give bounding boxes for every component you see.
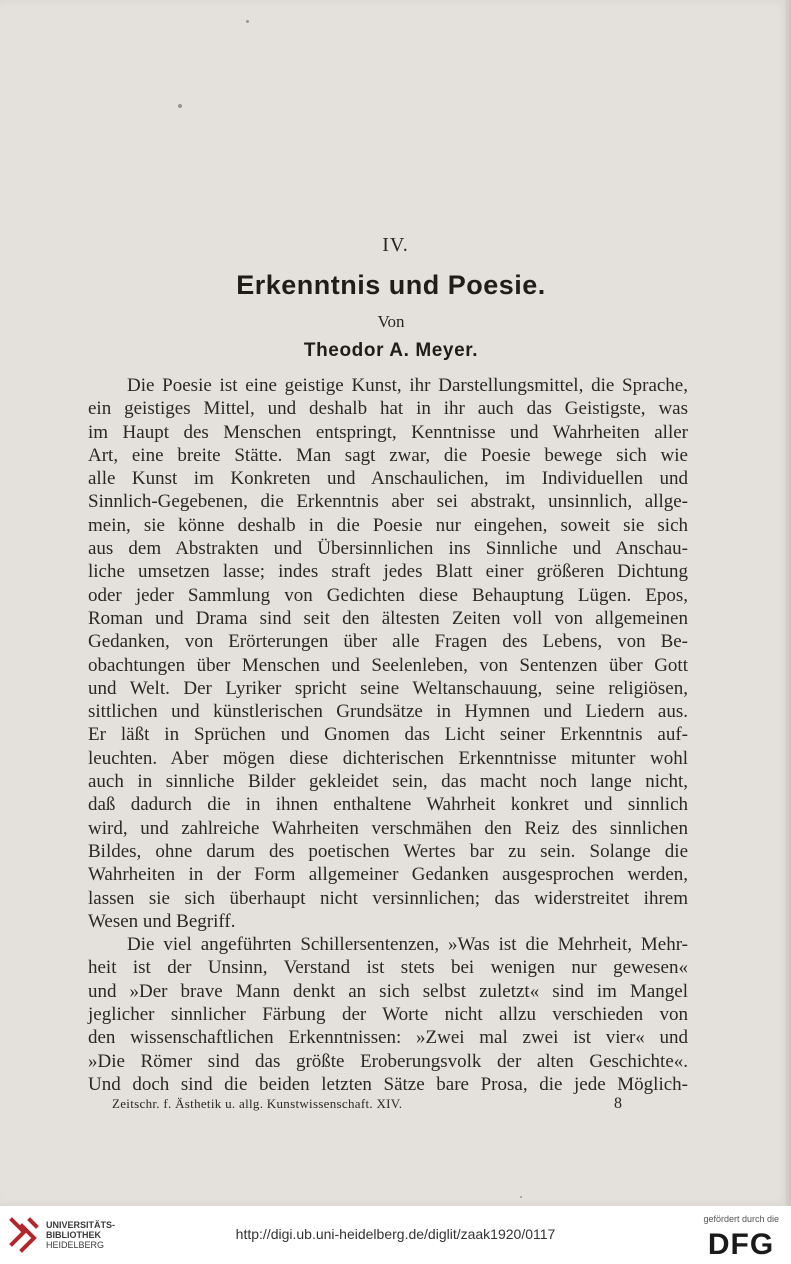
library-name-line2: BIBLIOTHEK (46, 1230, 101, 1240)
text-line: Wesen und Begriff. (88, 910, 236, 932)
text-line: heit ist der Unsinn, Verstand ist stets bei wenigen nur gewesen« (88, 957, 688, 979)
text-line: jeglicher sinnlicher Färbung der Worte nicht allzu verschieden von (88, 1004, 688, 1026)
text-line: den wissenschaftlichen Erkenntnissen: »Zwei mal zwei ist vier« und (88, 1027, 688, 1049)
funded-by-label: gefördert durch die (703, 1214, 779, 1224)
text-line: alle Kunst im Konkreten und Anschaulichen, im Individuellen und (88, 468, 688, 490)
text-line: Die Poesie ist eine geistige Kunst, ihr Darstellungsmittel, die Sprache, (127, 375, 688, 396)
journal-citation: Zeitschr. f. Ästhetik u. allg. Kunstwissenschaft. XIV. (112, 1096, 403, 1111)
byline-prefix: Von (377, 312, 405, 331)
text-line: Roman und Drama sind seit den ältesten Zeiten voll von allgemeinen (88, 607, 688, 629)
text-line: und »Der brave Mann denkt an sich selbst zuletzt« sind im Mangel (88, 980, 688, 1002)
text-line: Sinnlich-Gegebenen, die Erkenntnis aber sei abstrakt, unsinnlich, allge- (88, 491, 688, 513)
text-line: Und doch sind die beiden letzten Sätze bare Prosa, die jede Möglich- (88, 1073, 688, 1095)
text-line: im Haupt des Menschen entspringt, Kenntnisse und Wahrheiten aller (88, 421, 688, 443)
text-line: aus dem Abstrakten und Übersinnlichen ins Sinnliche und Anschau- (88, 538, 688, 560)
text-line: mein, sie könne deshalb in die Poesie nur eingehen, soweit sie sich (88, 514, 688, 536)
text-line: »Die Römer sind das größte Eroberungsvolk der alten Geschichte«. (88, 1050, 688, 1072)
text-line: ein geistiges Mittel, und deshalb hat in ihr auch das Geistigste, was (88, 398, 688, 420)
text-line: wird, und zahlreiche Wahrheiten verschmähen den Reiz des sinnlichen (88, 817, 688, 839)
article-body (88, 374, 688, 1096)
text-line: oder jeder Sammlung von Gedichten diese Behauptung Lügen. Epos, (88, 584, 688, 606)
text-line: Er läßt in Sprüchen und Gnomen das Licht seiner Erkenntnis auf- (88, 724, 688, 746)
text-line: Gedanken, von Erörterungen über alle Fragen des Lebens, von Be- (88, 631, 688, 653)
viewer-footer-bar (0, 1206, 791, 1264)
text-line: auch in sinnliche Bilder gekleidet sein, das macht noch lange nicht, (88, 771, 688, 793)
text-line: Art, eine breite Stätte. Man sagt zwar, die Poesie bewege sich wie (88, 444, 688, 466)
text-line: obachtungen über Menschen und Seelenleben, von Sentenzen über Gott (88, 654, 688, 676)
text-line: und Welt. Der Lyriker spricht seine Weltanschauung, seine religiösen, (88, 677, 688, 699)
text-line: Wahrheiten in der Form allgemeiner Gedanken ausgesprochen werden, (88, 864, 688, 886)
author-name: Theodor A. Meyer. (303, 340, 479, 361)
text-line: Bildes, ohne darum des poetischen Wertes bar zu sein. Solange die (88, 840, 688, 862)
dfg-logo-icon[interactable] (703, 1228, 779, 1258)
text-line: daß dadurch die in ihnen enthaltene Wahrheit konkret und sinnlich (88, 794, 688, 816)
library-name-line3: HEIDELBERG (46, 1240, 105, 1250)
text-line: leuchten. Aber mögen diese dichterischen Erkenntnisse mitunter wohl (88, 747, 688, 769)
paper-speck (520, 1196, 522, 1198)
dfg-logo-text: DFG (707, 1228, 775, 1258)
paper-speck (246, 20, 249, 23)
text-line: lassen sie sich überhaupt nicht versinnlichen; das widerstreitet ihrem (88, 887, 688, 909)
library-name-line1: UNIVERSITÄTS- (46, 1220, 116, 1230)
text-line: Die viel angeführten Schillersentenzen, »Was ist die Mehrheit, Mehr- (127, 934, 688, 956)
text-line: liche umsetzen lasse; indes straft jedes Blatt einer größeren Dichtung (88, 561, 688, 583)
page-edge-shadow (785, 0, 791, 1206)
text-line: sittlichen und künstlerischen Grundsätze in Hymnen und Liedern aus. (88, 701, 688, 723)
page-number: 8 (614, 1095, 622, 1112)
chapter-number: IV. (382, 234, 409, 256)
article-title: Erkenntnis und Poesie. (236, 270, 546, 300)
permalink-url[interactable]: http://digi.ub.uni-heidelberg.de/diglit/zaak1920/0117 (235, 1226, 556, 1242)
paper-speck (178, 104, 182, 108)
